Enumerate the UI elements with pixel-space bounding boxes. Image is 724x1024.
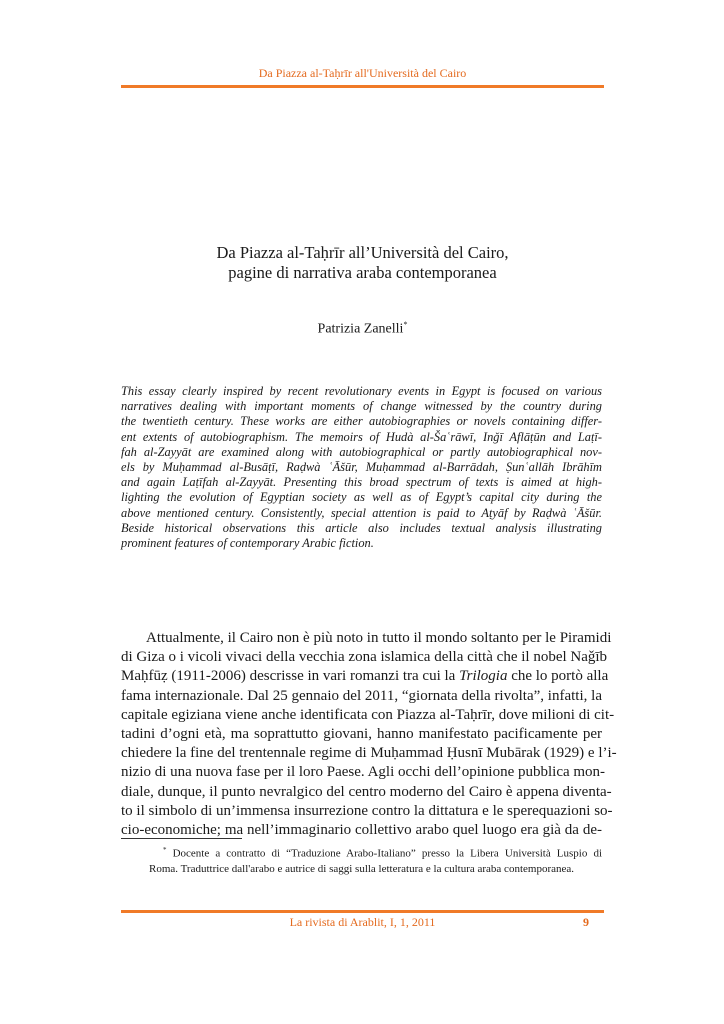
footnote-line: [121, 843, 602, 862]
footnote: [121, 843, 602, 877]
body-line: capitale egiziana viene anche identificata con Piazza al-Taḥrīr, dove milioni di cit-: [121, 706, 615, 723]
title-line: pagine di narrativa araba contemporanea: [228, 263, 497, 282]
body-line: Attualmente, il Cairo non è più noto in tutto il mondo soltanto per le Piramidi: [146, 630, 612, 646]
author-text: Patrizia Zanelli: [317, 321, 404, 337]
abstract-line: els by Muḥammad al-Busāṭī, Raḍwà ʿĀšūr, Muḥammad al-Barrādah, Ṣunʿallāh Ibrāhīm: [121, 460, 602, 475]
author-name: [121, 320, 604, 338]
footnote-mark: *: [163, 846, 167, 854]
abstract-line: the twentieth century. These works are either autobiographies or novels containing differ-: [121, 414, 602, 429]
body-line: cio-economiche; ma nell’immaginario collettivo arabo quel luogo era già da de-: [121, 822, 602, 839]
abstract-line: This essay clearly inspired by recent revolutionary events in Egypt is focused on various: [121, 384, 602, 398]
page-number: 9: [583, 915, 589, 929]
body-line: to il simbolo di un’immensa insurrezione contro la dittatura e le sperequazioni so-: [121, 802, 613, 819]
title-line: Da Piazza al-Taḥrīr all’Università del Cairo,: [216, 243, 509, 262]
abstract-line: and again Laṭīfah al-Zayyāt. Presenting this broad spectrum of texts is aimed at high-: [121, 475, 602, 490]
body-line: di Giza o i vicoli vivaci della vecchia zona islamica della città che il nobel Naǧīb: [121, 649, 608, 666]
abstract: [121, 384, 602, 551]
body-line-text: Maḥfūẓ (1911-2006) descrisse in vari romanzi tra cui la: [121, 668, 460, 685]
italic-title-trilogia: Trilogia: [459, 668, 508, 685]
running-header-title: Da Piazza al-Taḥrīr all'Università del Cairo: [258, 66, 467, 80]
footnote-separator: [121, 838, 242, 839]
abstract-line: narratives dealing with important moments of change witnessed by the country during: [121, 399, 602, 414]
abstract-line: fah al-Zayyāt are examined along with autobiographical or partly autobiographical nov-: [121, 444, 602, 459]
abstract-line: above mentioned century. Consistently, special attention is paid to Aṭyāf by Raḍwà ʿĀšūr.: [121, 505, 602, 520]
abstract-line: ent extents of autobiographism. The memoirs of Hudà al-Šaʿrāwī, Inǧī Aflāṭūn and Laṭī-: [121, 429, 602, 444]
abstract-line: lighting the evolution of Egyptian society as well as of Egypt’s capital city during the: [121, 490, 602, 505]
author-footnote-mark: *: [403, 320, 408, 329]
body-line: diale, dunque, il punto nevralgico del centro moderno del Cairo è appena diventa-: [121, 783, 612, 800]
body-line: nizio di una nuova fase per il loro Paese. Agli occhi dell’opinione pubblica mon-: [121, 764, 606, 781]
header-rule: [121, 85, 604, 88]
footnote-line: Roma. Traduttrice dall'arabo e autrice di saggi sulla letteratura e la cultura araba contemporanea.: [149, 862, 574, 875]
article-title: [121, 243, 604, 283]
body-paragraph: [121, 629, 617, 840]
body-line: tadini d’ogni età, ma soprattutto giovani, hanno manifestato pacificamente per: [121, 726, 602, 743]
body-line: fama internazionale. Dal 25 gennaio del 2011, “giornata della rivolta”, infatti, la: [121, 687, 602, 704]
body-line: chiedere la fine del trentennale regime di Muḥammad Ḥusnī Mubārak (1929) e l’i-: [121, 745, 617, 762]
abstract-line: prominent features of contemporary Arabic fiction.: [121, 536, 374, 551]
footer-rule: [121, 910, 604, 913]
footnote-text: Docente a contratto di “Traduzione Arabo-Italiano” presso la Libera Università Luspio di: [166, 847, 602, 860]
abstract-line: Beside historical observations this article also includes textual analysis illustrating: [121, 520, 602, 535]
body-line-text: che lo portò alla: [507, 668, 609, 685]
journal-citation: La rivista di Arablit, I, 1, 2011: [289, 915, 436, 929]
body-line: [121, 667, 609, 686]
